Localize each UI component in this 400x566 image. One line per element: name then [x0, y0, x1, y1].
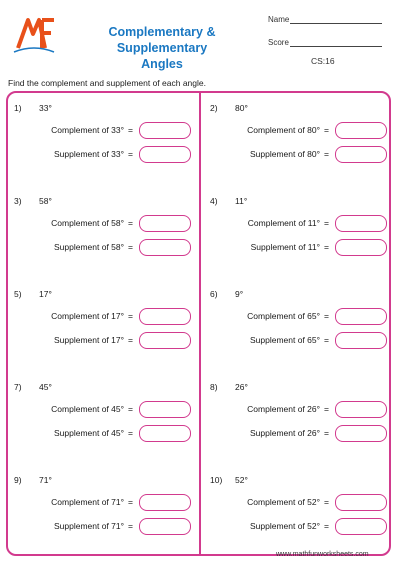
complement-row: [51, 400, 191, 418]
given-angle: 17°: [39, 289, 52, 299]
complement-row: [51, 121, 191, 139]
supplement-answer-box[interactable]: [139, 146, 191, 163]
complement-label: Complement of 11°: [247, 218, 321, 228]
worksheet-code: CS:16: [311, 56, 335, 66]
instructions: Find the complement and supplement of each angle.: [8, 78, 206, 88]
problem-item: [14, 103, 204, 183]
complement-row: [247, 493, 387, 511]
supplement-answer-box[interactable]: [139, 332, 191, 349]
complement-label: Complement of 33°: [51, 125, 125, 135]
complement-label: Complement of 17°: [51, 311, 125, 321]
supplement-label: Supplement of 65°: [250, 335, 321, 345]
footer-url: www.mathfunworksheets.com: [276, 551, 369, 558]
equals-sign: =: [324, 218, 329, 228]
supplement-row: [54, 238, 191, 256]
supplement-label: Supplement of 52°: [250, 521, 321, 531]
problem-item: [210, 382, 400, 462]
complement-answer-box[interactable]: [139, 122, 191, 139]
equals-sign: =: [128, 125, 133, 135]
supplement-answer-box[interactable]: [335, 239, 387, 256]
complement-row: [51, 307, 191, 325]
problem-item: [210, 475, 400, 555]
supplement-label: Supplement of 33°: [54, 149, 125, 159]
equals-sign: =: [128, 404, 133, 414]
supplement-row: [54, 517, 191, 535]
supplement-row: [250, 331, 387, 349]
supplement-label: Supplement of 17°: [54, 335, 125, 345]
given-angle: 71°: [39, 475, 52, 485]
problem-number: 7): [14, 382, 22, 392]
problem-number: 2): [210, 103, 218, 113]
problem-item: [210, 103, 400, 183]
supplement-label: Supplement of 80°: [250, 149, 321, 159]
complement-label: Complement of 45°: [51, 404, 125, 414]
given-angle: 52°: [235, 475, 248, 485]
supplement-row: [54, 331, 191, 349]
problem-number: 9): [14, 475, 22, 485]
supplement-label: Supplement of 71°: [54, 521, 125, 531]
given-angle: 26°: [235, 382, 248, 392]
problem-number: 4): [210, 196, 218, 206]
complement-answer-box[interactable]: [335, 401, 387, 418]
given-angle: 45°: [39, 382, 52, 392]
supplement-answer-box[interactable]: [139, 239, 191, 256]
supplement-row: [250, 517, 387, 535]
equals-sign: =: [128, 335, 133, 345]
complement-label: Complement of 65°: [247, 311, 321, 321]
complement-answer-box[interactable]: [335, 494, 387, 511]
complement-row: [247, 121, 387, 139]
problem-item: [14, 289, 204, 369]
score-field[interactable]: Score: [268, 38, 289, 47]
given-angle: 11°: [235, 196, 248, 206]
supplement-answer-box[interactable]: [335, 146, 387, 163]
complement-label: Complement of 52°: [247, 497, 321, 507]
problem-number: 10): [210, 475, 223, 485]
equals-sign: =: [128, 311, 133, 321]
problem-item: [210, 289, 400, 369]
complement-row: [247, 400, 387, 418]
logo: [12, 14, 56, 54]
supplement-row: [250, 145, 387, 163]
problem-item: [14, 475, 204, 555]
supplement-label: Supplement of 11°: [250, 242, 321, 252]
supplement-label: Supplement of 58°: [54, 242, 125, 252]
problem-number: 1): [14, 103, 22, 113]
equals-sign: =: [128, 521, 133, 531]
complement-answer-box[interactable]: [139, 308, 191, 325]
problem-item: [14, 382, 204, 462]
given-angle: 58°: [39, 196, 52, 206]
complement-label: Complement of 80°: [247, 125, 321, 135]
supplement-answer-box[interactable]: [139, 425, 191, 442]
complement-answer-box[interactable]: [139, 494, 191, 511]
problem-number: 5): [14, 289, 22, 299]
complement-row: [247, 307, 387, 325]
equals-sign: =: [324, 242, 329, 252]
problem-number: 8): [210, 382, 218, 392]
name-field[interactable]: Name: [268, 15, 289, 24]
supplement-answer-box[interactable]: [139, 518, 191, 535]
problem-number: 6): [210, 289, 218, 299]
supplement-row: [54, 145, 191, 163]
problem-item: [210, 196, 400, 276]
problem-item: [14, 196, 204, 276]
equals-sign: =: [324, 335, 329, 345]
supplement-answer-box[interactable]: [335, 425, 387, 442]
supplement-row: [54, 424, 191, 442]
complement-label: Complement of 71°: [51, 497, 125, 507]
complement-answer-box[interactable]: [139, 401, 191, 418]
equals-sign: =: [128, 149, 133, 159]
equals-sign: =: [128, 497, 133, 507]
equals-sign: =: [324, 497, 329, 507]
complement-row: [248, 214, 387, 232]
given-angle: 80°: [235, 103, 248, 113]
given-angle: 9°: [235, 289, 244, 299]
supplement-row: [251, 238, 387, 256]
supplement-answer-box[interactable]: [335, 332, 387, 349]
supplement-row: [250, 424, 387, 442]
complement-label: Complement of 26°: [247, 404, 321, 414]
equals-sign: =: [324, 311, 329, 321]
equals-sign: =: [128, 242, 133, 252]
equals-sign: =: [324, 428, 329, 438]
complement-row: [51, 214, 191, 232]
complement-answer-box[interactable]: [335, 215, 387, 232]
equals-sign: =: [324, 125, 329, 135]
supplement-label: Supplement of 26°: [250, 428, 321, 438]
equals-sign: =: [324, 404, 329, 414]
supplement-label: Supplement of 45°: [54, 428, 125, 438]
worksheet-title: Complementary & Supplementary Angles: [108, 25, 216, 71]
complement-answer-box[interactable]: [139, 215, 191, 232]
complement-row: [51, 493, 191, 511]
problem-number: 3): [14, 196, 22, 206]
supplement-answer-box[interactable]: [335, 518, 387, 535]
equals-sign: =: [324, 521, 329, 531]
equals-sign: =: [128, 218, 133, 228]
equals-sign: =: [128, 428, 133, 438]
complement-label: Complement of 58°: [51, 218, 125, 228]
equals-sign: =: [324, 149, 329, 159]
given-angle: 33°: [39, 103, 52, 113]
complement-answer-box[interactable]: [335, 122, 387, 139]
complement-answer-box[interactable]: [335, 308, 387, 325]
